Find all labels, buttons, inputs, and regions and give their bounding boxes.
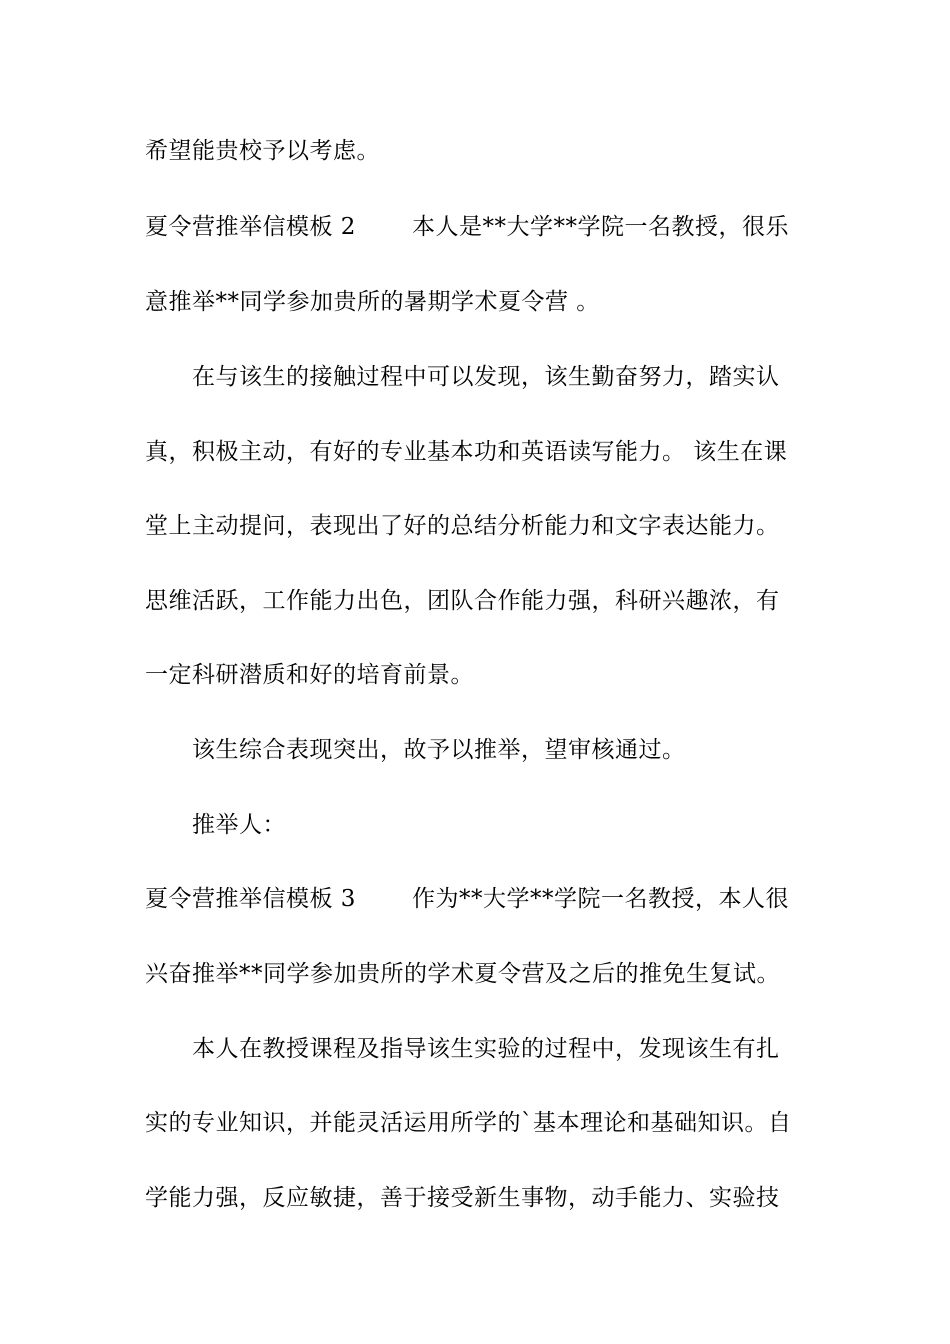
line-text: 在与该生的接触过程中可以发现，该生勤奋努力，踏实认 <box>192 364 780 390</box>
text-line-8 <box>145 660 815 690</box>
recommender-label: 推举人： <box>192 812 286 838</box>
line-text: 兴奋推举**同学参加贵所的学术夏令营及之后的推免生复试。 <box>145 961 780 987</box>
text-line-11 <box>145 884 815 914</box>
text-line-4 <box>192 362 862 392</box>
line-text: 意推举**同学参加贵所的暑期学术夏令营 。 <box>145 289 600 315</box>
line-text: 本人是**大学**学院一名教授，很乐 <box>411 214 789 240</box>
text-line-1 <box>145 136 815 166</box>
line-text: 实的专业知识，并能灵活运用所学的`基本理论和基础知识。自 <box>145 1110 792 1136</box>
line-text: 堂上主动提问，表现出了好的总结分析能力和文字表达能力。 <box>145 513 780 539</box>
line-text: 希望能贵校予以考虑。 <box>145 138 380 164</box>
text-line-3 <box>145 287 815 317</box>
line-text: 作为**大学**学院一名教授，本人很 <box>411 886 789 912</box>
line-text: 思维活跃，工作能力出色，团队合作能力强，科研兴趣浓，有 <box>145 588 780 614</box>
line-text: 一定科研潜质和好的培育前景。 <box>145 662 474 688</box>
text-line-10 <box>192 810 862 840</box>
text-line-9 <box>192 735 862 765</box>
line-text: 真，积极主动，有好的专业基本功和英语读写能力。 该生在课 <box>145 439 788 465</box>
text-line-7 <box>145 586 815 616</box>
section-heading-template-2: 夏令营推举信模板 2 <box>145 214 356 240</box>
text-line-13 <box>192 1034 862 1064</box>
text-line-15 <box>145 1183 815 1213</box>
section-heading-template-3: 夏令营推举信模板 3 <box>145 886 356 912</box>
line-text: 本人在教授课程及指导该生实验的过程中，发现该生有扎 <box>192 1036 780 1062</box>
text-line-6 <box>145 511 815 541</box>
text-line-2 <box>145 212 815 242</box>
line-text: 该生综合表现突出，故予以推举，望审核通过。 <box>192 737 686 763</box>
text-line-14 <box>145 1108 815 1138</box>
text-line-12 <box>145 959 815 989</box>
text-line-5 <box>145 437 815 467</box>
line-text: 学能力强，反应敏捷，善于接受新生事物，动手能力、实验技 <box>145 1185 780 1211</box>
